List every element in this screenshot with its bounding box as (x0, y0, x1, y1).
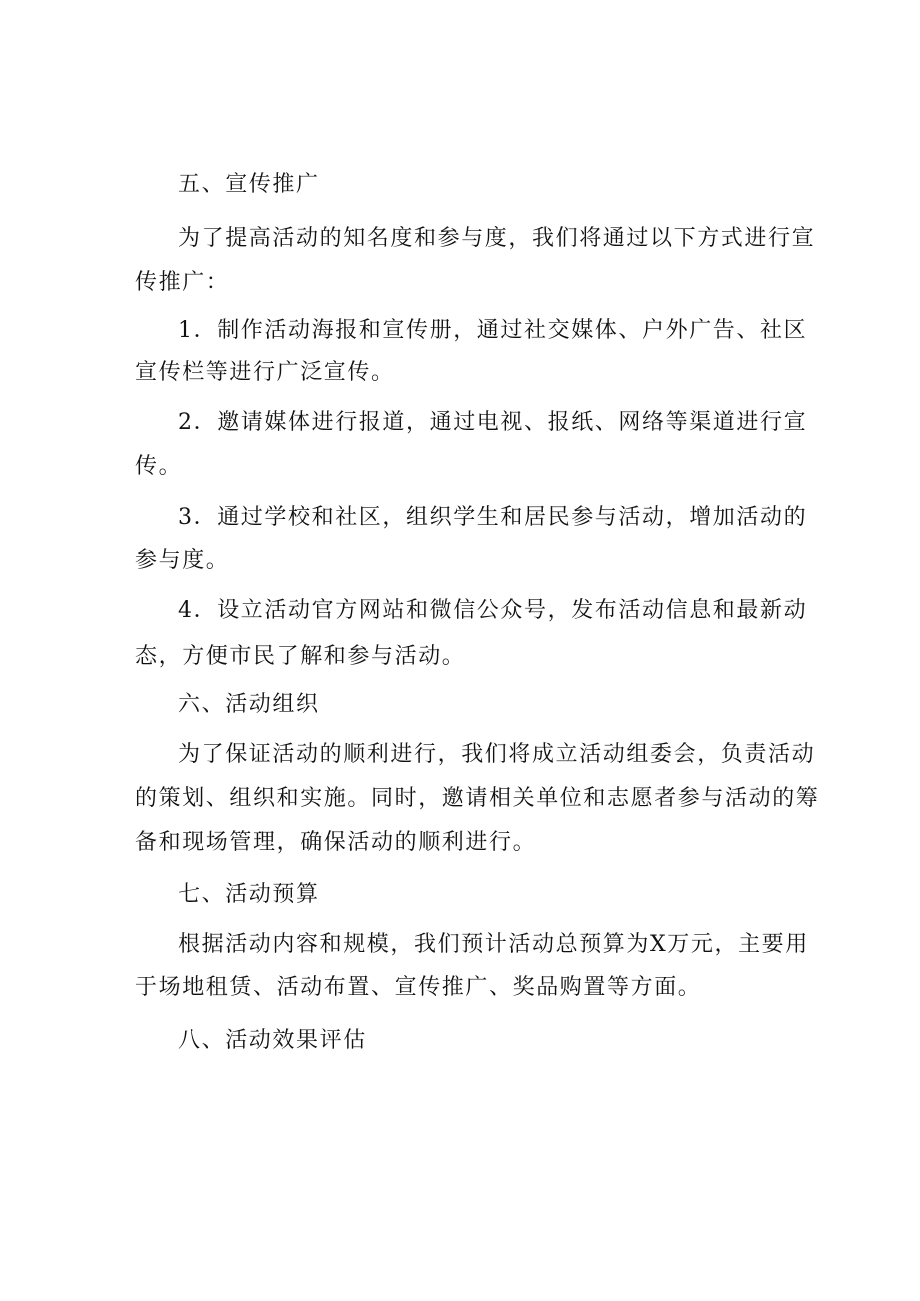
paragraph-line: 根据活动内容和规模，我们预计活动总预算为X万元，主要用 (178, 932, 809, 957)
paragraph-line: 为了提高活动的知名度和参与度，我们将通过以下方式进行宣 (178, 226, 816, 251)
list-item-3-line: 参与度。 (135, 548, 230, 573)
list-item-1-line: 宣传栏等进行广泛宣传。 (135, 360, 395, 385)
paragraph-line: 于场地租赁、活动布置、宣传推广、奖品购置等方面。 (135, 975, 702, 1000)
list-item-2-line: 2．邀请媒体进行报道，通过电视、报纸、网络等渠道进行宣 (178, 410, 808, 435)
paragraph-line: 为了保证活动的顺利进行，我们将成立活动组委会，负责活动 (178, 742, 816, 767)
list-item-4-line: 态，方便市民了解和参与活动。 (135, 644, 466, 669)
section-heading-publicity: 五、宣传推广 (178, 172, 320, 197)
paragraph-line: 的策划、组织和实施。同时，邀请相关单位和志愿者参与活动的筹 (135, 786, 820, 811)
section-heading-budget: 七、活动预算 (178, 882, 320, 907)
list-item-3-line: 3．通过学校和社区，组织学生和居民参与活动，增加活动的 (178, 505, 808, 530)
paragraph-line: 传推广： (135, 270, 230, 295)
section-heading-evaluation: 八、活动效果评估 (178, 1028, 367, 1053)
list-item-2-line: 传。 (135, 454, 183, 479)
list-item-4-line: 4．设立活动官方网站和微信公众号，发布活动信息和最新动 (178, 598, 808, 623)
section-heading-organization: 六、活动组织 (178, 692, 320, 717)
paragraph-line: 备和现场管理，确保活动的顺利进行。 (135, 830, 537, 855)
list-item-1-line: 1．制作活动海报和宣传册，通过社交媒体、户外广告、社区 (178, 318, 808, 343)
